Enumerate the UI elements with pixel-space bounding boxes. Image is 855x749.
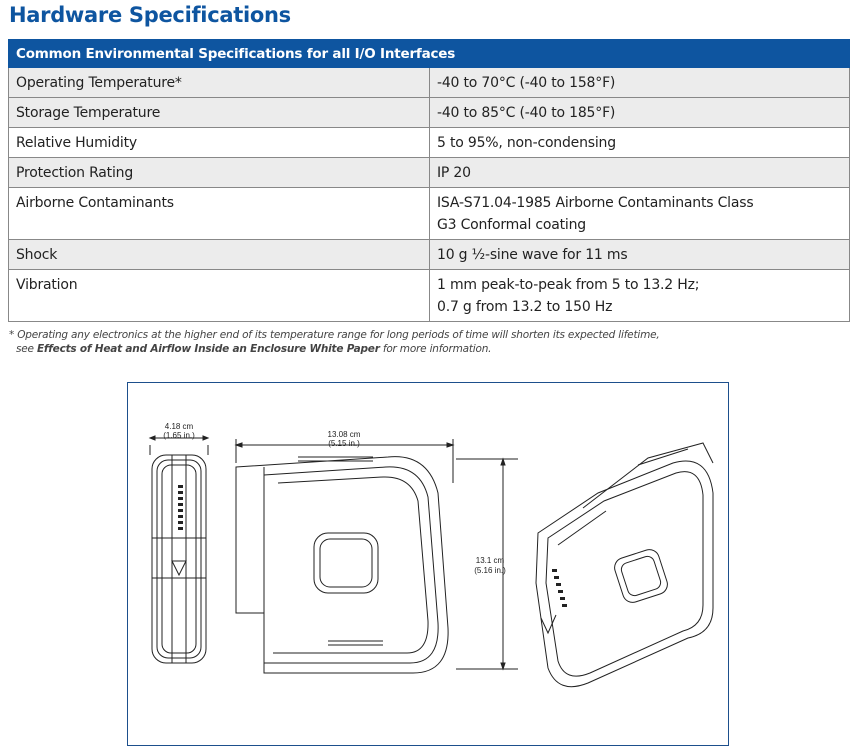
side-view — [152, 455, 206, 663]
height-cm-label: 13.1 cm — [475, 556, 505, 565]
spec-label: Relative Humidity — [9, 128, 430, 158]
spec-label: Protection Rating — [9, 158, 430, 188]
height-in-label: (5.16 in.) — [474, 566, 506, 575]
table-row — [9, 158, 850, 188]
dimension-drawing — [127, 382, 729, 746]
footnote-suffix: for more information. — [379, 343, 492, 355]
table-row — [9, 128, 850, 158]
spec-label: Storage Temperature — [9, 98, 430, 128]
footnote-prefix: see — [16, 343, 37, 355]
spec-value-line: ISA-S71.04-1985 Airborne Contaminants Class — [437, 195, 754, 211]
spec-value-line: 10 g ½-sine wave for 11 ms — [437, 247, 628, 263]
spec-label: Operating Temperature* — [9, 68, 430, 98]
length-in-label: (5.15 in.) — [328, 439, 360, 448]
spec-table — [8, 39, 850, 322]
width-in-label: (1.65 in.) — [163, 431, 195, 440]
table-header: Common Environmental Specifications for all I/O Interfaces — [9, 40, 850, 68]
table-row — [9, 98, 850, 128]
spec-value — [430, 98, 850, 128]
isometric-view — [536, 443, 713, 687]
dimension-drawing-svg — [128, 383, 728, 745]
spec-value — [430, 158, 850, 188]
spec-value-line: 5 to 95%, non-condensing — [437, 135, 616, 151]
spec-label: Vibration — [9, 270, 430, 322]
spec-label: Shock — [9, 240, 430, 270]
table-row — [9, 240, 850, 270]
front-view — [236, 457, 448, 673]
spec-value-line: 0.7 g from 13.2 to 150 Hz — [437, 299, 613, 315]
white-paper-link[interactable]: Effects of Heat and Airflow Inside an Enclosure White Paper — [36, 343, 380, 355]
spec-value — [430, 188, 850, 240]
table-header-row — [9, 40, 850, 68]
spec-value — [430, 68, 850, 98]
spec-value-line: IP 20 — [437, 165, 471, 181]
footnote-line-1: * Operating any electronics at the higher end of its temperature range for long periods of time will shorten its expected lifetime, — [9, 329, 660, 341]
page-title: Hardware Specifications — [9, 3, 291, 27]
spec-label: Airborne Contaminants — [9, 188, 430, 240]
spec-value-line: G3 Conformal coating — [437, 217, 586, 233]
spec-value — [430, 128, 850, 158]
spec-value-line: 1 mm peak-to-peak from 5 to 13.2 Hz; — [437, 277, 700, 293]
table-row — [9, 270, 850, 322]
spec-value-line: -40 to 70°C (-40 to 158°F) — [437, 75, 616, 91]
width-cm-label: 4.18 cm — [164, 422, 194, 431]
table-row — [9, 68, 850, 98]
spec-value-line: -40 to 85°C (-40 to 185°F) — [437, 105, 616, 121]
spec-value — [430, 270, 850, 322]
length-cm-label: 13.08 cm — [327, 430, 361, 439]
spec-value — [430, 240, 850, 270]
table-row — [9, 188, 850, 240]
footnote — [9, 328, 660, 356]
footnote-line-2 — [9, 342, 660, 356]
